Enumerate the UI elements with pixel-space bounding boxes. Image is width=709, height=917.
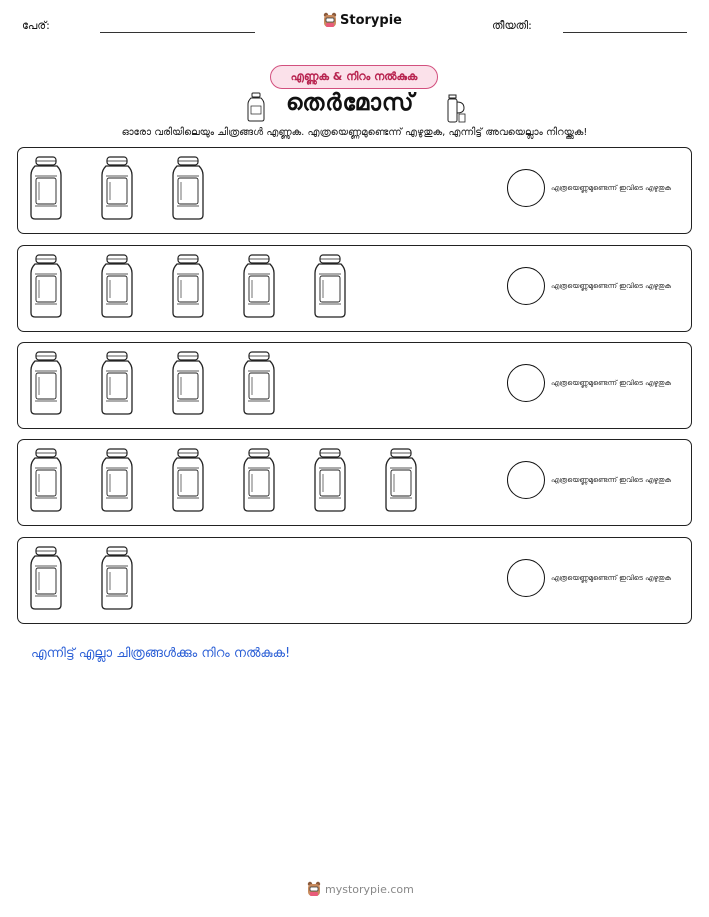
- activity-badge: എണ്ണുക & നിറം നൽകുക: [270, 65, 438, 89]
- footer: [307, 881, 414, 897]
- closing-instruction: എന്നിട്ട് എല്ലാ ചിത്രങ്ങൾക്കും നിറം നൽകുക!: [31, 646, 291, 661]
- bottle-icon: [243, 351, 275, 415]
- answer-circle[interactable]: [507, 169, 545, 207]
- answer-circle[interactable]: [507, 267, 545, 305]
- bottle-icon: [30, 156, 62, 220]
- bottle-icon: [30, 351, 62, 415]
- answer-hint: എത്രയെണ്ണമുണ്ടെന്ന് ഇവിടെ എഴുതുക: [551, 574, 672, 582]
- title-row: [0, 90, 709, 124]
- bottle-icon: [101, 156, 133, 220]
- bear-logo-icon: [323, 12, 337, 28]
- bottle-icon: [385, 448, 417, 512]
- bottle-icon: [30, 448, 62, 512]
- brand-logo: [323, 12, 402, 28]
- answer-hint: എത്രയെണ്ണമുണ്ടെന്ന് ഇവിടെ എഴുതുക: [551, 282, 672, 290]
- name-label: പേര്:: [22, 19, 50, 32]
- count-row: [17, 537, 692, 624]
- answer-hint: എത്രയെണ്ണമുണ്ടെന്ന് ഇവിടെ എഴുതുക: [551, 184, 672, 192]
- instructions: ഓരോ വരിയിലെയും ചിത്രങ്ങൾ എണ്ണുക. എത്രയെണ്ണമുണ്ടെന്ന് എഴുതുക, എന്നിട്ട് അവയെല്ലാം നിറയ്ക്കുക!: [121, 127, 588, 138]
- bottle-icon: [101, 546, 133, 610]
- bottle-icon: [172, 254, 204, 318]
- answer-circle[interactable]: [507, 364, 545, 402]
- date-line[interactable]: [563, 32, 687, 33]
- bottle-icon: [101, 351, 133, 415]
- bottle-icon: [314, 448, 346, 512]
- count-row: [17, 245, 692, 332]
- bottle-icon: [172, 448, 204, 512]
- bottle-icon: [247, 92, 265, 122]
- bear-logo-icon: [307, 881, 321, 897]
- answer-hint: എത്രയെണ്ണമുണ്ടെന്ന് ഇവിടെ എഴുതുക: [551, 476, 672, 484]
- bottle-icon: [314, 254, 346, 318]
- bottle-icon: [243, 448, 275, 512]
- page-title: തെർമോസ്: [286, 90, 415, 116]
- brand-name: Storypie: [340, 12, 402, 28]
- bottle-icon: [172, 351, 204, 415]
- answer-circle[interactable]: [507, 559, 545, 597]
- bottle-icon: [101, 254, 133, 318]
- bottle-icon: [30, 546, 62, 610]
- date-label: തീയതി:: [492, 19, 532, 32]
- bottle-icon: [30, 254, 62, 318]
- thermos-icon: [445, 94, 467, 124]
- bottle-icon: [101, 448, 133, 512]
- answer-hint: എത്രയെണ്ണമുണ്ടെന്ന് ഇവിടെ എഴുതുക: [551, 379, 672, 387]
- bottle-icon: [172, 156, 204, 220]
- count-row: [17, 147, 692, 234]
- count-row: [17, 342, 692, 429]
- count-row: [17, 439, 692, 526]
- footer-url[interactable]: mystorypie.com: [325, 882, 414, 896]
- answer-circle[interactable]: [507, 461, 545, 499]
- bottle-icon: [243, 254, 275, 318]
- name-line[interactable]: [100, 32, 255, 33]
